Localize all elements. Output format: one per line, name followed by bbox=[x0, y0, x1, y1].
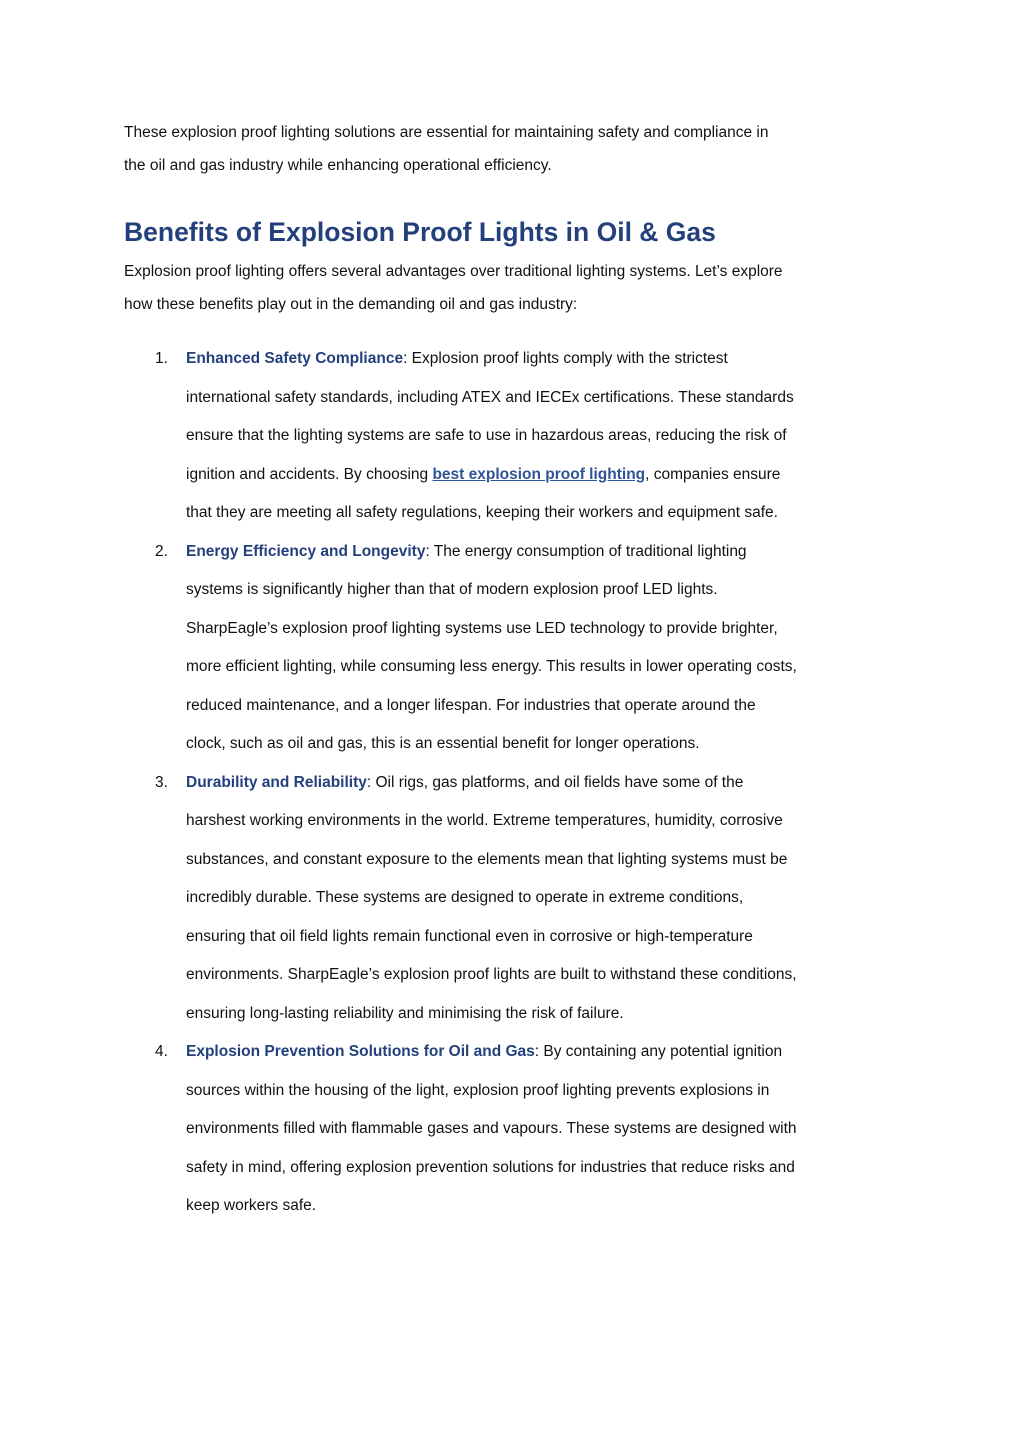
text-line: environments. SharpEagle’s explosion proof lights are built to withstand these conditions, bbox=[186, 966, 797, 983]
text-segment: : Explosion proof lights comply with the strictest bbox=[403, 350, 728, 367]
lead-paragraph bbox=[124, 255, 900, 321]
benefit-title: Energy Efficiency and Longevity bbox=[186, 542, 426, 560]
list-number: 2. bbox=[155, 542, 168, 560]
text-line: Explosion proof lighting offers several advantages over traditional lighting systems. Let’s explore bbox=[124, 263, 783, 280]
text-line: keep workers safe. bbox=[186, 1197, 317, 1214]
list-number: 1. bbox=[155, 350, 168, 367]
text-line: substances, and constant exposure to the elements mean that lighting systems must be bbox=[186, 850, 788, 868]
benefit-title: Enhanced Safety Compliance bbox=[186, 350, 404, 367]
text-line bbox=[186, 764, 900, 803]
text-line bbox=[186, 1033, 900, 1072]
benefit-item-energy-efficiency bbox=[124, 533, 900, 764]
text-line: the oil and gas industry while enhancing operational efficiency. bbox=[124, 157, 552, 174]
text-line: sources within the housing of the light, explosion proof lighting prevents explosions in bbox=[186, 1081, 770, 1099]
text-line: reduced maintenance, and a longer lifespan. For industries that operate around the bbox=[186, 696, 756, 714]
text-line: international safety standards, including ATEX and IECEx certifications. These standards bbox=[186, 388, 794, 406]
benefit-title: Durability and Reliability bbox=[186, 773, 367, 791]
text-line: more efficient lighting, while consuming less energy. This results in lower operating costs, bbox=[186, 658, 797, 675]
benefit-item-durability bbox=[124, 764, 900, 1034]
text-line: clock, such as oil and gas, this is an essential benefit for longer operations. bbox=[186, 735, 700, 752]
text-line: ensuring long-lasting reliability and minimising the risk of failure. bbox=[186, 1004, 624, 1022]
text-line bbox=[186, 340, 900, 379]
text-line: SharpEagle’s explosion proof lighting systems use LED technology to provide brighter, bbox=[186, 619, 778, 637]
text-line: ensure that the lighting systems are safe to use in hazardous areas, reducing the risk of bbox=[186, 427, 787, 444]
list-number: 3. bbox=[155, 773, 168, 791]
text-line bbox=[186, 533, 900, 572]
text-line: safety in mind, offering explosion prevention solutions for industries that reduce risks and bbox=[186, 1158, 795, 1176]
text-segment: ignition and accidents. By choosing bbox=[186, 465, 433, 483]
text-line: ensuring that oil field lights remain functional even in corrosive or high-temperature bbox=[186, 927, 753, 945]
list-number: 4. bbox=[155, 1043, 168, 1060]
benefits-list bbox=[124, 340, 900, 1226]
benefit-item-safety-compliance bbox=[124, 340, 900, 533]
text-line: that they are meeting all safety regulations, keeping their workers and equipment safe. bbox=[186, 504, 778, 521]
section-heading: Benefits of Explosion Proof Lights in Oil & Gas bbox=[124, 217, 716, 247]
text-segment: , companies ensure bbox=[645, 465, 781, 483]
benefit-item-explosion-prevention bbox=[124, 1033, 900, 1226]
text-line: incredibly durable. These systems are designed to operate in extreme conditions, bbox=[186, 889, 744, 906]
text-line: These explosion proof lighting solutions are essential for maintaining safety and compliance in bbox=[124, 124, 769, 141]
text-line: systems is significantly higher than that of modern explosion proof LED lights. bbox=[186, 581, 718, 598]
text-line: environments filled with flammable gases and vapours. These systems are designed with bbox=[186, 1120, 797, 1137]
text-line: harshest working environments in the world. Extreme temperatures, humidity, corrosive bbox=[186, 812, 783, 829]
text-segment: : The energy consumption of traditional lighting bbox=[425, 542, 747, 560]
text-segment: : By containing any potential ignition bbox=[534, 1043, 783, 1060]
text-segment: : Oil rigs, gas platforms, and oil fields have some of the bbox=[366, 773, 744, 791]
benefit-title: Explosion Prevention Solutions for Oil and Gas bbox=[186, 1043, 535, 1060]
best-explosion-proof-lighting-link[interactable]: best explosion proof lighting bbox=[432, 465, 646, 483]
intro-paragraph bbox=[124, 116, 900, 182]
text-line: how these benefits play out in the demanding oil and gas industry: bbox=[124, 296, 578, 313]
text-line bbox=[186, 456, 900, 495]
